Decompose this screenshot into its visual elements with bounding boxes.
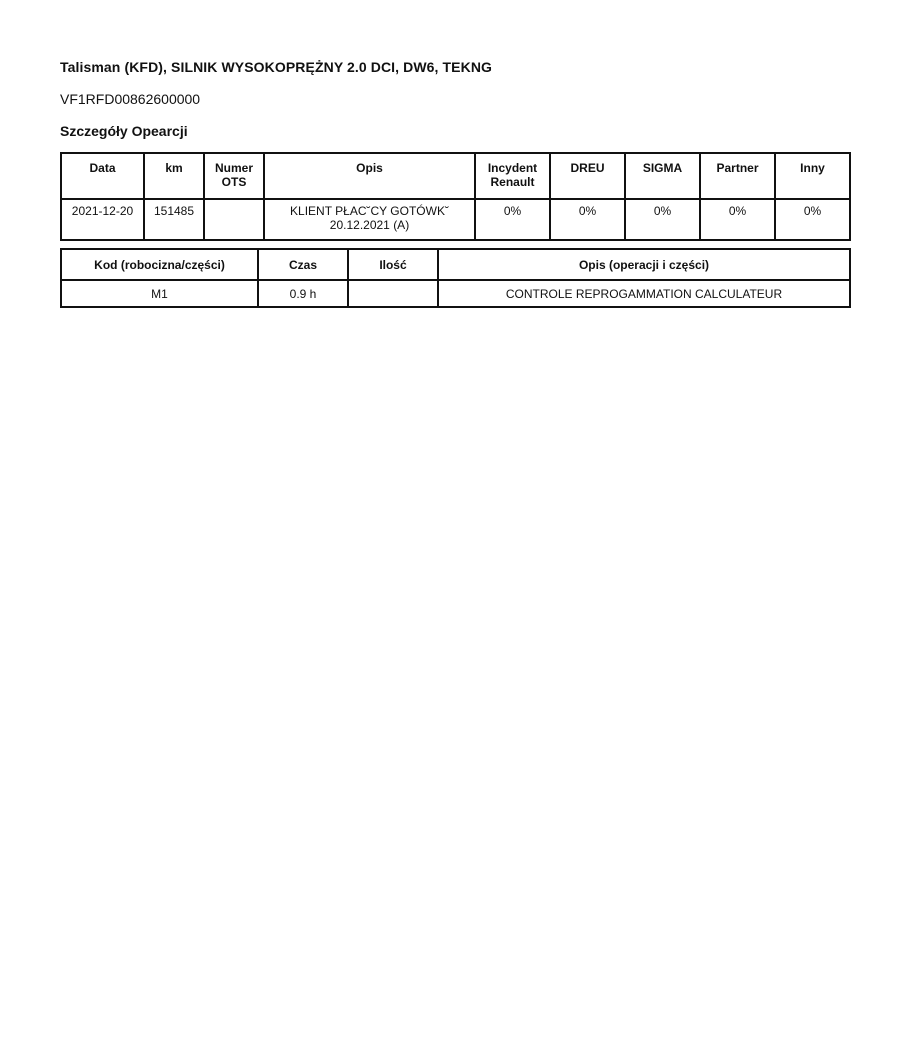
column-header-code: Kod (robocizna/części) [61, 249, 258, 280]
cell-time: 0.9 h [258, 280, 348, 307]
cell-dreu: 0% [550, 199, 625, 240]
table-row [61, 280, 850, 307]
cell-sigma: 0% [625, 199, 700, 240]
section-title: Szczegóły Opearcji [60, 123, 188, 139]
cell-description [264, 199, 475, 240]
column-header-time: Czas [258, 249, 348, 280]
operations-table [60, 152, 851, 241]
cell-date: 2021-12-20 [61, 199, 144, 240]
vin-number: VF1RFD00862600000 [60, 91, 201, 107]
column-header-incident-line1: Incydent [487, 161, 538, 175]
parts-table [60, 248, 851, 308]
column-header-dreu: DREU [550, 153, 625, 199]
cell-code: M1 [61, 280, 258, 307]
operations-header-row [61, 153, 850, 199]
column-header-km: km [144, 153, 204, 199]
column-header-ots-line2: OTS [221, 175, 247, 189]
cell-description-line1: KLIENT PŁAC˘CY GOTÓWK˘ [290, 204, 449, 218]
table-row [61, 199, 850, 240]
column-header-part-description: Opis (operacji i części) [438, 249, 850, 280]
parts-header-row [61, 249, 850, 280]
column-header-date: Data [61, 153, 144, 199]
column-header-quantity: Ilość [348, 249, 438, 280]
cell-ots [204, 199, 264, 240]
column-header-ots [204, 153, 264, 199]
cell-incident: 0% [475, 199, 550, 240]
cell-part-description: CONTROLE REPROGAMMATION CALCULATEUR [438, 280, 850, 307]
vehicle-title: Talisman (KFD), SILNIK WYSOKOPRĘŻNY 2.0 DCI, DW6, TEKNG [60, 59, 493, 75]
cell-description-line2: 20.12.2021 (A) [329, 218, 410, 232]
cell-partner: 0% [700, 199, 775, 240]
cell-other: 0% [775, 199, 850, 240]
cell-km: 151485 [144, 199, 204, 240]
column-header-partner: Partner [700, 153, 775, 199]
cell-quantity [348, 280, 438, 307]
column-header-other: Inny [775, 153, 850, 199]
column-header-sigma: SIGMA [625, 153, 700, 199]
column-header-ots-line1: Numer [214, 161, 253, 175]
column-header-incident [475, 153, 550, 199]
column-header-incident-line2: Renault [490, 175, 535, 189]
column-header-description: Opis [264, 153, 475, 199]
